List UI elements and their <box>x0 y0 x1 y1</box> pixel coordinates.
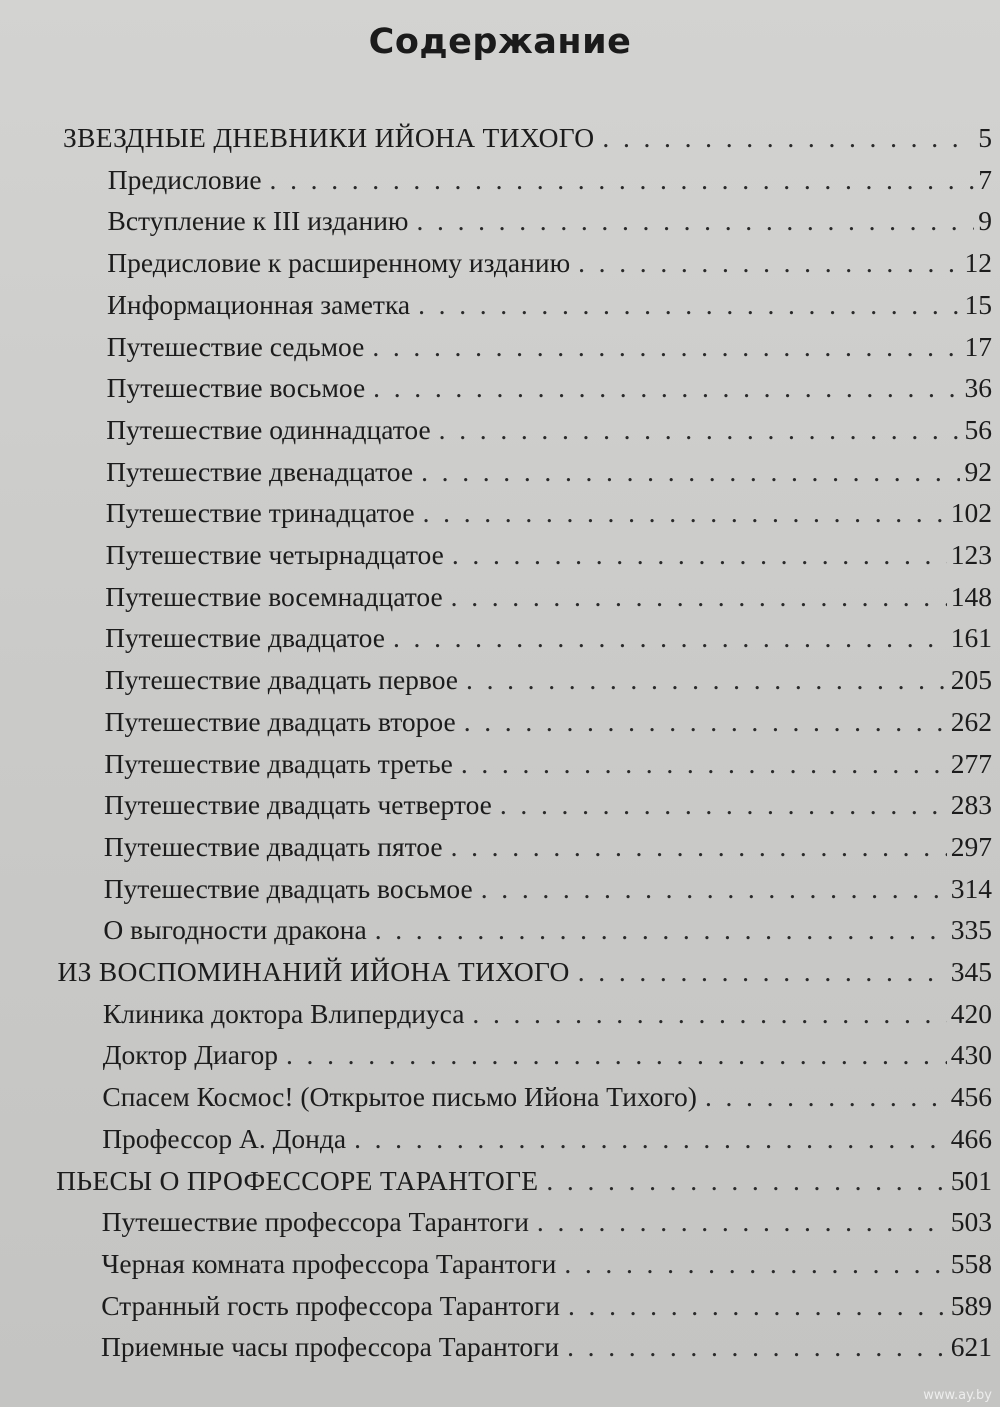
toc-entry <box>104 869 992 909</box>
toc-leader-dots <box>578 243 960 283</box>
toc-page-number: 262 <box>950 705 992 737</box>
toc-label: Путешествие одиннадцатое <box>106 413 431 445</box>
toc-entry <box>105 618 992 658</box>
toc-entry <box>102 1119 992 1159</box>
toc-leader-dots <box>373 368 960 408</box>
toc-leader-dots <box>423 493 947 533</box>
toc-entry <box>106 535 992 575</box>
toc-entry <box>106 452 992 492</box>
toc-page-number: 123 <box>950 539 992 570</box>
toc-label: Путешествие седьмое <box>106 330 365 362</box>
toc-label: Предисловие к расширенному изданию <box>107 247 571 279</box>
toc-label: Путешествие двадцать восьмое <box>103 872 473 904</box>
toc-label: Путешествие двадцать третье <box>104 747 453 779</box>
toc-page-number: 161 <box>950 622 992 654</box>
toc-label: Путешествие восьмое <box>106 372 366 404</box>
toc-page-number: 36 <box>964 372 992 404</box>
toc-label: ИЗ ВОСПОМИНАНИЙ ИЙОНА ТИХОГО <box>57 956 570 987</box>
toc-label: Черная комната профессора Тарантоги <box>101 1247 557 1279</box>
toc-label: ЗВЕЗДНЫЕ ДНЕВНИКИ ИЙОНА ТИХОГО <box>63 122 595 153</box>
toc-label: Путешествие четырнадцатое <box>105 539 444 570</box>
toc-leader-dots <box>568 1286 947 1326</box>
toc-label: Предисловие <box>107 163 262 195</box>
toc-leader-dots <box>466 660 947 700</box>
toc-entry <box>105 577 992 617</box>
toc-leader-dots <box>452 535 947 575</box>
toc-leader-dots <box>472 994 946 1034</box>
toc-leader-dots <box>286 1035 947 1075</box>
toc-entry <box>102 1244 993 1284</box>
toc-label: Приемные часы профессора Тарантоги <box>101 1331 560 1363</box>
toc-leader-dots <box>546 1161 946 1201</box>
toc-entry <box>107 327 992 367</box>
toc-leader-dots <box>578 952 947 992</box>
toc-page-number: 17 <box>964 330 992 362</box>
toc-page-number: 335 <box>950 914 992 946</box>
toc-label: Вступление к III изданию <box>107 205 409 237</box>
toc-label: Путешествие профессора Тарантоги <box>101 1206 529 1238</box>
toc-label: О выгодности дракона <box>103 914 367 946</box>
toc-entry <box>106 410 992 450</box>
toc-entry <box>103 1035 992 1075</box>
toc-entry <box>107 285 992 325</box>
toc-label: Спасем Космос! (Открытое письмо Ийона Тихого) <box>102 1081 697 1113</box>
toc-label: Путешествие двадцать второе <box>104 705 456 737</box>
toc-leader-dots <box>354 1119 947 1159</box>
toc-page-number: 148 <box>950 580 992 612</box>
toc-entry <box>101 1327 992 1367</box>
toc-leader-dots <box>393 618 947 658</box>
toc-page-number: 345 <box>950 956 992 987</box>
toc-page-number: 9 <box>978 205 992 237</box>
toc-page-number: 314 <box>950 872 992 904</box>
toc-entry <box>107 243 992 283</box>
toc-entry <box>102 1202 992 1242</box>
toc-leader-dots <box>451 827 947 867</box>
toc-label: Клиника доктора Влипердиуса <box>102 997 465 1029</box>
toc-page-number: 456 <box>950 1081 992 1113</box>
toc-label: Путешествие двадцать четвертое <box>104 789 492 821</box>
toc-leader-dots <box>451 577 947 617</box>
toc-page-number: 283 <box>950 789 992 821</box>
toc-leader-dots <box>416 201 974 241</box>
toc-label: Путешествие двенадцатое <box>106 455 414 487</box>
toc-page-number: 7 <box>978 163 992 195</box>
toc-label: Путешествие тринадцатое <box>105 497 415 529</box>
toc-entry <box>102 1077 992 1117</box>
toc-section <box>63 118 992 158</box>
toc-entry <box>104 785 992 825</box>
toc-page-number: 430 <box>950 1039 992 1071</box>
toc-page-number: 56 <box>964 413 992 445</box>
toc-leader-dots <box>602 118 974 158</box>
toc-entry <box>103 994 992 1034</box>
toc-page-number: 621 <box>950 1331 992 1363</box>
toc-entry <box>104 744 992 784</box>
toc-leader-dots <box>567 1327 947 1367</box>
toc-entry <box>107 368 992 408</box>
toc-page-number: 297 <box>950 830 992 862</box>
toc-leader-dots <box>500 785 947 825</box>
toc-entry <box>106 493 992 533</box>
page-title: Содержание <box>368 22 632 62</box>
watermark: www.ay.by <box>923 1388 992 1403</box>
toc-entry <box>108 201 993 241</box>
toc-label: Странный гость профессора Тарантоги <box>101 1289 560 1321</box>
toc-page-number: 205 <box>950 664 992 696</box>
toc-leader-dots <box>372 327 960 367</box>
toc-leader-dots <box>270 160 975 200</box>
toc-section <box>56 1161 992 1201</box>
toc-leader-dots <box>439 410 961 450</box>
toc-label: Информационная заметка <box>107 288 411 320</box>
toc-page-number: 420 <box>950 997 992 1029</box>
toc-section <box>58 952 993 992</box>
toc-entry <box>105 660 992 700</box>
toc-page-number: 501 <box>950 1164 992 1196</box>
toc-page-number: 589 <box>950 1289 992 1321</box>
toc-leader-dots <box>537 1202 947 1242</box>
toc-leader-dots <box>705 1077 947 1117</box>
toc-leader-dots <box>564 1244 946 1284</box>
toc-label: Доктор Диагор <box>102 1039 278 1071</box>
toc-leader-dots <box>375 910 947 950</box>
toc-leader-dots <box>464 702 947 742</box>
toc-page-number: 5 <box>978 122 992 153</box>
toc-entry <box>105 702 992 742</box>
toc-leader-dots <box>421 452 960 492</box>
toc-entry <box>108 160 992 200</box>
toc-leader-dots <box>418 285 960 325</box>
toc-page-number: 503 <box>950 1206 992 1238</box>
toc-page-number: 558 <box>950 1247 992 1279</box>
toc-page-number: 12 <box>964 247 992 279</box>
toc-label: Путешествие двадцать первое <box>104 664 459 696</box>
toc-label: Профессор А. Донда <box>102 1122 347 1154</box>
toc-entry <box>104 827 992 867</box>
toc-label: Путешествие двадцатое <box>105 622 385 654</box>
toc-label: ПЬЕСЫ О ПРОФЕССОРЕ ТАРАНТОГЕ <box>56 1164 539 1196</box>
toc-page-number: 102 <box>950 497 992 529</box>
toc-page-number: 15 <box>964 288 992 320</box>
toc-page-number: 92 <box>964 455 992 487</box>
toc-page-number: 466 <box>950 1122 992 1154</box>
toc-label: Путешествие двадцать пятое <box>103 830 443 862</box>
toc-label: Путешествие восемнадцатое <box>105 580 443 612</box>
toc-page-number: 277 <box>950 747 992 779</box>
toc-leader-dots <box>461 744 947 784</box>
toc-entry <box>103 910 992 950</box>
toc-leader-dots <box>481 869 947 909</box>
toc-entry <box>101 1286 992 1326</box>
